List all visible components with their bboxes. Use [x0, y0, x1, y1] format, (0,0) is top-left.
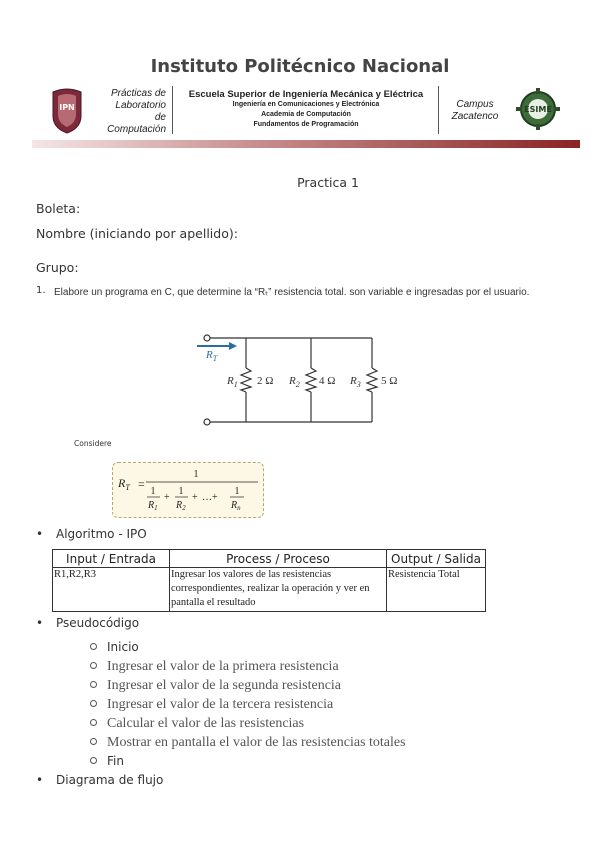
formula-term: 1: [150, 486, 156, 497]
school-line: Academia de Computación: [261, 111, 351, 118]
resistor-r1-sub: 1: [233, 380, 238, 389]
resistor-r2-sub: 2: [295, 380, 300, 389]
practice-title: Practica 1: [297, 175, 359, 190]
list-item: [90, 752, 406, 771]
pseudo-list: [90, 638, 406, 771]
current-arrow: [197, 342, 237, 350]
list-item-text: Ingresar el valor de la primera resistencia: [107, 659, 339, 674]
lab-line: Laboratorio: [115, 100, 166, 111]
campus-line: Campus: [456, 99, 494, 110]
list-item: [90, 714, 406, 733]
school-block: [176, 89, 436, 130]
esime-logo: [516, 88, 560, 130]
resistor-r2-value: 4 Ω: [319, 375, 336, 387]
pseudo-bullet: •: [36, 616, 44, 630]
formula-term: R: [148, 500, 155, 511]
formula: [112, 462, 264, 518]
algoritmo-heading: Algoritmo - IPO: [56, 527, 147, 541]
table-cell: Resistencia Total: [387, 568, 486, 612]
campus-line: Zacatenco: [451, 111, 499, 122]
formula-term: 1: [154, 504, 158, 512]
nombre-label: Nombre (iniciando por apellido):: [36, 226, 238, 241]
resistor-r3-name: R: [350, 375, 357, 387]
table-cell: Ingresar los valores de las resistencias correspondientes, realizar la operación y ver en pantalla el resultado: [170, 568, 387, 612]
ipn-logo: [50, 86, 84, 134]
column-header: Process / Proceso: [170, 550, 387, 568]
list-item: [90, 676, 406, 695]
considere-label: Considere: [74, 439, 112, 448]
list-item-text: Ingresar el valor de la tercera resistencia: [107, 697, 334, 712]
ipo-table: [52, 549, 486, 612]
formula-equals: =: [138, 477, 145, 491]
lab-line: Computación: [107, 124, 166, 135]
list-item: [90, 638, 406, 657]
formula-term: n: [237, 504, 241, 512]
svg-text:R1: [147, 500, 158, 512]
current-label: R: [206, 349, 213, 361]
formula-term: 1: [234, 486, 240, 497]
lab-line: de: [154, 112, 166, 123]
svg-text:RT: [205, 349, 218, 363]
formula-lhs-sub: T: [125, 483, 130, 492]
parallel-circuit: [195, 330, 415, 430]
formula-term: 1: [178, 486, 184, 497]
esime-logo-text: ESIME: [524, 105, 552, 114]
item-number: 1.: [36, 285, 46, 296]
svg-text:R1: [226, 375, 238, 389]
terminal-top: [204, 335, 210, 341]
resistor-r1-zigzag: [241, 368, 251, 392]
school-line: Fundamentos de Programación: [253, 121, 359, 128]
formula-term: R: [231, 500, 238, 511]
institution-title: Instituto Politécnico Nacional: [150, 56, 450, 77]
ipn-logo-text: IPN: [59, 103, 75, 112]
list-item: [90, 733, 406, 752]
table-row: [53, 568, 486, 612]
diagrama-bullet: •: [36, 773, 44, 787]
list-item-text: Inicio: [107, 640, 139, 654]
resistor-r3-sub: 3: [356, 380, 361, 389]
resistor-r1-value: 2 Ω: [257, 375, 274, 387]
resistor-r2-zigzag: [306, 368, 316, 392]
svg-text:+: +: [164, 492, 170, 503]
formula-numerator: 1: [193, 469, 199, 480]
list-item: [90, 657, 406, 676]
campus-box: [444, 99, 506, 123]
header-divider: [438, 86, 439, 134]
table-cell: R1,R2,R3: [53, 568, 170, 612]
list-item: [90, 695, 406, 714]
list-item-text: Ingresar el valor de la segunda resistencia: [107, 678, 342, 693]
resistor-r2-name: R: [289, 375, 296, 387]
pseudo-heading: Pseudocódigo: [56, 616, 140, 630]
diagrama-heading: Diagrama de flujo: [56, 773, 164, 787]
current-sub: T: [212, 354, 218, 363]
resistor-r3-zigzag: [367, 368, 377, 392]
formula-term: …+: [202, 492, 218, 503]
header-color-bar: [32, 140, 580, 148]
svg-text:Rn: [230, 500, 241, 512]
problem-statement: Elabore un programa en C, que determine la “Rₜ” resistencia total. son variable e ingresadas por el usuario.: [54, 287, 530, 298]
svg-text:R2: [288, 375, 300, 389]
svg-text:R3: [349, 375, 361, 389]
resistor-r1-name: R: [227, 375, 234, 387]
boleta-label: Boleta:: [36, 201, 81, 216]
school-name: Escuela Superior de Ingeniería Mecánica y Eléctrica: [188, 89, 424, 100]
resistor-r3-value: 5 Ω: [381, 375, 398, 387]
algoritmo-bullet: •: [36, 527, 44, 541]
formula-term: R: [176, 500, 183, 511]
formula-term: +: [192, 492, 198, 503]
terminal-bottom: [204, 419, 210, 425]
formula-lhs: R: [118, 476, 126, 490]
lab-line: Prácticas de: [110, 88, 166, 99]
list-item-text: Calcular el valor de las resistencias: [107, 716, 305, 731]
svg-text:RT: [117, 476, 130, 492]
column-header: Input / Entrada: [53, 550, 170, 568]
svg-text:R2: [175, 500, 186, 512]
list-item-text: Mostrar en pantalla el valor de las resistencias totales: [107, 735, 406, 750]
table-header-row: [53, 550, 486, 568]
formula-term: 2: [182, 504, 186, 512]
grupo-label: Grupo:: [36, 260, 79, 275]
school-line: Ingeniería en Comunicaciones y Electrónica: [232, 101, 380, 108]
list-item-text: Fin: [107, 754, 124, 768]
lab-practices-box: [90, 88, 166, 136]
column-header: Output / Salida: [387, 550, 486, 568]
header-divider: [172, 86, 173, 134]
